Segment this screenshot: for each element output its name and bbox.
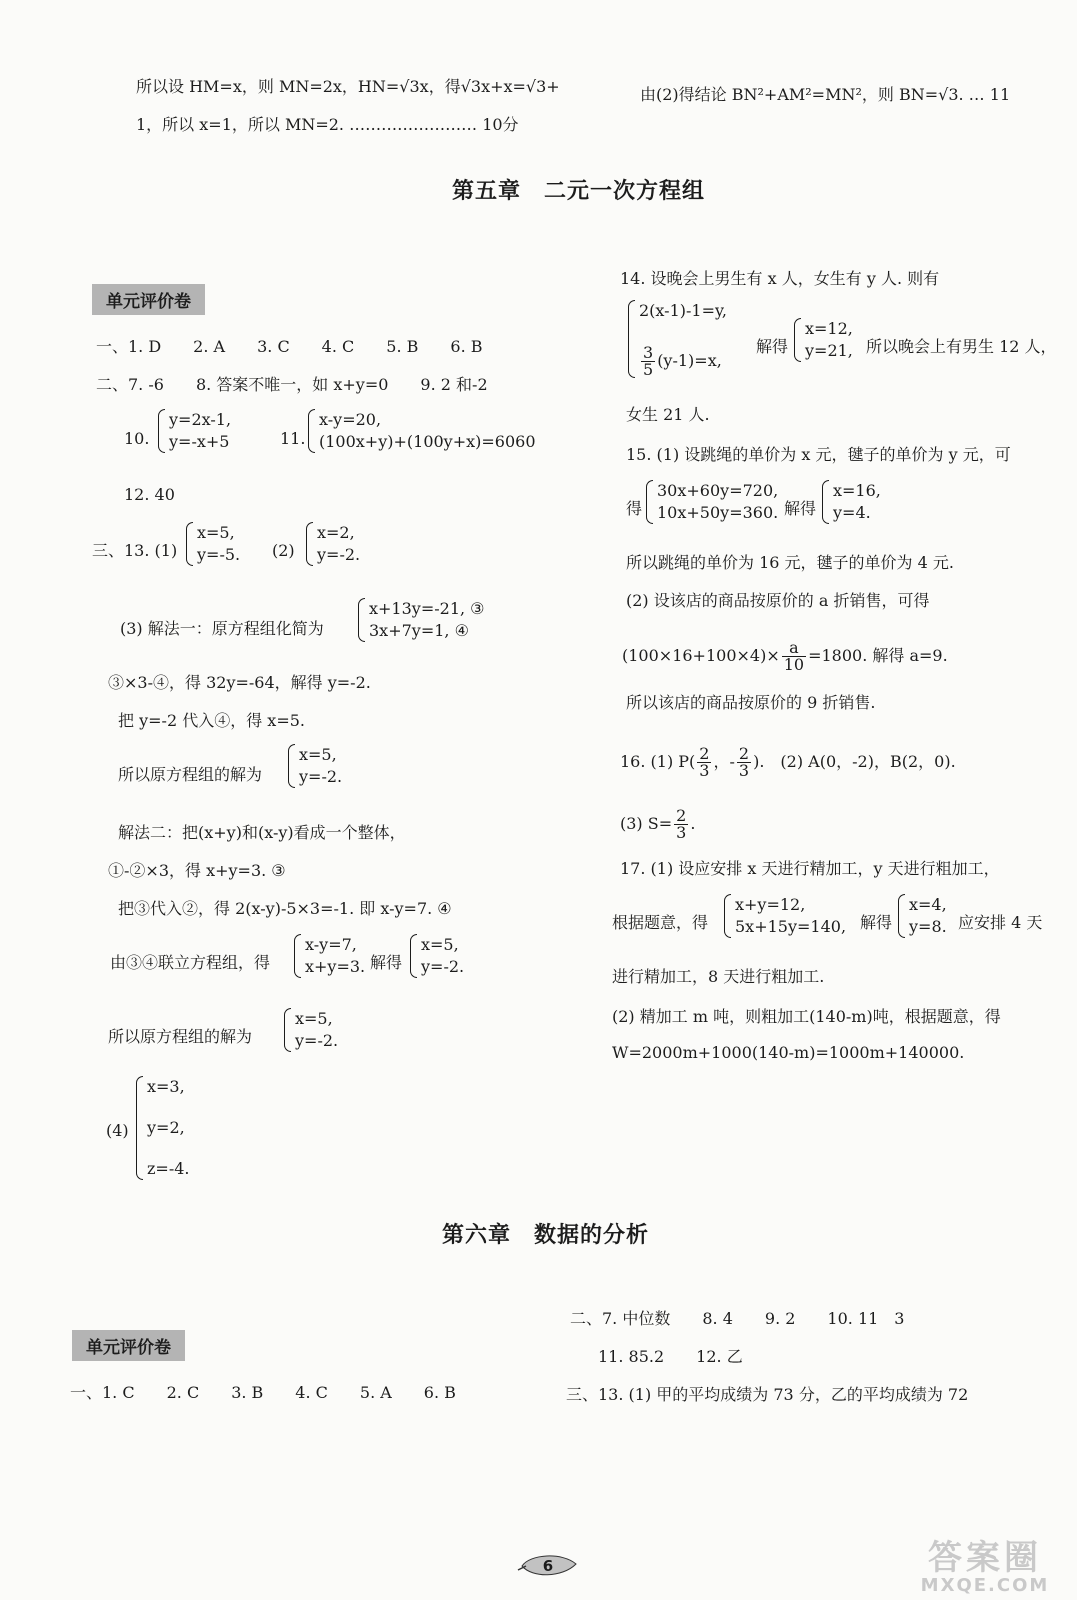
ch5-q10-system: y=2x-1, y=-x+5: [158, 409, 231, 453]
chapter-5-badge: 单元评价卷: [92, 284, 205, 315]
ch5-q13-3a-label: (3) 解法一：原方程组化简为: [120, 619, 324, 638]
ch5-q11-system: x-y=20, (100x+y)+(100y+x)=6060: [308, 409, 536, 453]
ch5-q13-3h-system: x-y=7, x+y=3.: [294, 934, 365, 978]
ch5-q17-mid: 解得: [860, 913, 893, 932]
ch6-q2-answers: 二、7. 中位数 8. 4 9. 2 10. 11 3: [570, 1309, 905, 1328]
ch5-q15-line-5: (100×16+100×4)× $\frac{a}{10}$ =1800. 解得 a=9.: [622, 638, 948, 674]
ch5-q13-3a-system: x+13y=-21, ③ 3x+7y=1, ④: [358, 598, 485, 642]
ch5-q14-line-1: 14. 设晚会上男生有 x 人，女生有 y 人. 则有: [620, 269, 940, 288]
ch5-q17-system: x+y=12, 5x+15y=140,: [724, 894, 846, 938]
ch5-q13-3i-system: x=5, y=-2.: [284, 1008, 338, 1052]
ch5-q13-3h-label: 由③④联立方程组，得: [110, 953, 271, 972]
ch5-q13-3b: ③×3-④，得 32y=-64，解得 y=-2.: [108, 673, 371, 692]
chapter-5-title: 第五章 二元一次方程组: [452, 179, 706, 204]
ch5-q16-line-1: 16. (1) P( $\frac{2}{3}$ ，- $\frac{2}{3}$ ). (2) A(0，-2)，B(2，0).: [620, 744, 956, 780]
ch5-q13-3d-system: x=5, y=-2.: [288, 744, 342, 788]
ch5-q17-tail: 应安排 4 天: [958, 913, 1043, 932]
ch5-q12: 12. 40: [124, 485, 175, 504]
ch5-q14-tail: 所以晚会上有男生 12 人，: [866, 337, 1057, 356]
ch5-q17-line-1: 17. (1) 设应安排 x 天进行精加工，y 天进行粗加工，: [620, 859, 1000, 878]
ch5-q15-solution: x=16, y=4.: [822, 480, 881, 524]
ch6-q3-answers: 11. 85.2 12. 乙: [598, 1347, 743, 1366]
ch5-q13-3c: 把 y=-2 代入④，得 x=5.: [118, 711, 305, 730]
ch5-q17-line-5: W=2000m+1000(140-m)=1000m+140000.: [612, 1043, 965, 1062]
ch5-q13-4-system: x=3, y=2, z=-4.: [136, 1076, 190, 1180]
ch5-q13-3i-label: 所以原方程组的解为: [108, 1027, 253, 1046]
ch5-q17-line-4: (2) 精加工 m 吨，则粗加工(140-m)吨，根据题意，得: [612, 1007, 1001, 1026]
ch5-q13-4-label: (4): [106, 1121, 129, 1140]
ch5-q15-line-1: 15. (1) 设跳绳的单价为 x 元，毽子的单价为 y 元，可: [626, 445, 1011, 464]
ch5-q14-system: 2(x-1)-1=y, $\frac{3}{5}$ (y-1)=x,: [628, 300, 727, 378]
ch5-q14-line-3: 女生 21 人.: [626, 405, 710, 424]
page-number: 6: [516, 1552, 580, 1580]
ch5-q13-2-system: x=2, y=-2.: [306, 522, 360, 566]
ch5-q11-label: 11.: [280, 429, 306, 448]
ch5-q17-pre: 根据题意，得: [612, 913, 709, 932]
ch5-q13-2-label: (2): [272, 541, 295, 560]
ch5-q13-3f: ①-②×3，得 x+y=3. ③: [108, 861, 286, 880]
ch5-q17-solution: x=4, y=8.: [898, 894, 947, 938]
ch5-q14-mid: 解得: [756, 337, 789, 356]
top-line-1: 所以设 HM=x，则 MN=2x，HN=√3x，得√3x+x=√3+: [136, 77, 560, 96]
ch5-q14-solution: x=12, y=21,: [794, 318, 853, 362]
top-right-line: 由(2)得结论 BN²+AM²=MN²，则 BN=√3. … 11: [640, 85, 1011, 104]
ch5-q13-3d-label: 所以原方程组的解为: [118, 765, 263, 784]
ch5-q13-1-system: x=5, y=-5.: [186, 522, 240, 566]
ch5-q16-line-2: (3) S= $\frac{2}{3}$ .: [620, 806, 696, 842]
ch5-q13-3e: 解法二：把(x+y)和(x-y)看成一个整体，: [118, 823, 406, 842]
ch5-q13-3h-mid: 解得: [370, 953, 403, 972]
ch5-q10-label: 10.: [124, 429, 150, 448]
ch6-q1-answers: 一、1. C 2. C 3. B 4. C 5. A 6. B: [70, 1383, 456, 1402]
ch5-q2-answers: 二、7. -6 8. 答案不唯一，如 x+y=0 9. 2 和-2: [96, 375, 488, 394]
ch5-q15-line-4: (2) 设该店的商品按原价的 a 折销售，可得: [626, 591, 930, 610]
ch5-q15-line-6: 所以该店的商品按原价的 9 折销售.: [626, 693, 876, 712]
watermark-logo: 答案圈 MXQE.COM: [920, 1538, 1050, 1596]
ch5-q13-3g: 把③代入②，得 2(x-y)-5×3=-1. 即 x-y=7. ④: [118, 899, 452, 918]
chapter-6-title: 第六章 数据的分析: [442, 1223, 650, 1248]
ch5-q1-answers: 一、1. D 2. A 3. C 4. C 5. B 6. B: [96, 337, 483, 356]
ch5-q15-pre: 得: [626, 499, 643, 518]
ch5-q15-line-3: 所以跳绳的单价为 16 元，毽子的单价为 4 元.: [626, 553, 954, 572]
ch5-q13-1-label: 三、13. (1): [92, 541, 178, 560]
top-line-2: 1，所以 x=1，所以 MN=2. …………………… 10分: [136, 115, 519, 134]
ch5-q15-mid: 解得: [784, 499, 817, 518]
ch5-q17-line-3: 进行精加工，8 天进行粗加工.: [612, 967, 825, 986]
chapter-6-badge: 单元评价卷: [72, 1330, 185, 1361]
ch5-q15-system: 30x+60y=720, 10x+50y=360.: [646, 480, 778, 524]
ch6-q4-line: 三、13. (1) 甲的平均成绩为 73 分，乙的平均成绩为 72: [566, 1385, 969, 1404]
ch5-q13-3h-solution: x=5, y=-2.: [410, 934, 464, 978]
